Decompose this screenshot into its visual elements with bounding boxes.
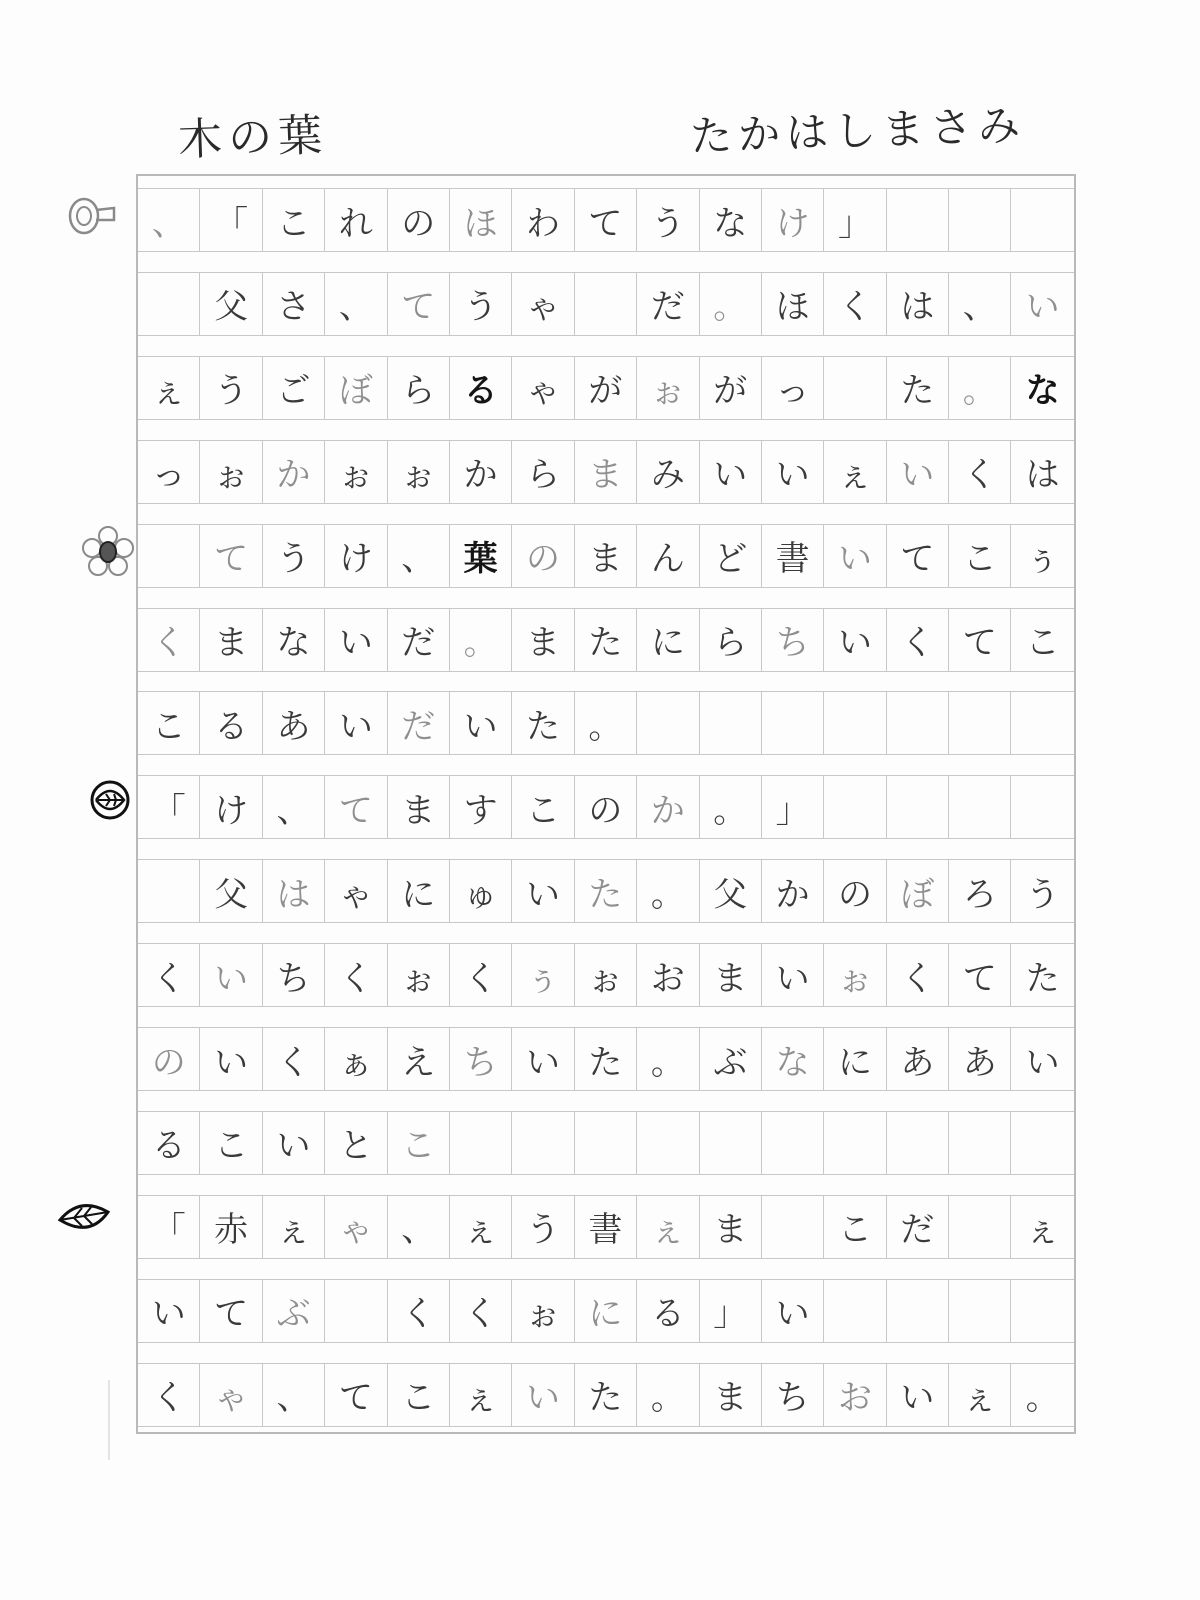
grid-cell: だ (637, 272, 699, 336)
grid-cell: く (263, 1027, 325, 1091)
grid-cell: 、 (263, 1363, 325, 1427)
grid-cell: の (388, 188, 450, 252)
grid-cell (949, 691, 1011, 755)
grid-cell: ゃ (200, 1363, 262, 1427)
grid-cell: く (325, 943, 387, 1007)
grid-cell: 赤 (200, 1195, 262, 1259)
grid-cell: ぇ (1011, 1195, 1073, 1259)
grid-cell: ぇ (637, 1195, 699, 1259)
grid-cell (949, 1111, 1011, 1175)
grid-cell: ら (512, 440, 574, 504)
grid-cell (949, 1279, 1011, 1343)
grid-cell: な (700, 188, 762, 252)
grid-cell (762, 691, 824, 755)
grid-cell: ま (575, 440, 637, 504)
grid-cell (1011, 691, 1073, 755)
grid-cell (1011, 1279, 1073, 1343)
grid-cell: に (637, 608, 699, 672)
leaf-icon (80, 770, 140, 830)
flower-icon (78, 522, 138, 582)
grid-cell: ぉ (824, 943, 886, 1007)
grid-cell: う (637, 188, 699, 252)
grid-cell: 」 (700, 1279, 762, 1343)
grid-cell: 」 (762, 775, 824, 839)
grid-cell: う (512, 1195, 574, 1259)
grid-cell: 、 (138, 188, 200, 252)
grid-cell: ゃ (512, 356, 574, 420)
grid-cell: ぼ (325, 356, 387, 420)
grid-cell: 父 (200, 859, 262, 923)
grid-cell: い (762, 1279, 824, 1343)
grid-cell: て (949, 943, 1011, 1007)
grid-cell: ぉ (512, 1279, 574, 1343)
grid-cell: ま (200, 608, 262, 672)
grid-cell: ぇ (824, 440, 886, 504)
grid-cell: 、 (388, 524, 450, 588)
grid-cell (700, 691, 762, 755)
grid-cell: は (887, 272, 949, 336)
grid-cell: 書 (575, 1195, 637, 1259)
grid-cell (575, 272, 637, 336)
grid-cell: る (200, 691, 262, 755)
grid-cell: ち (450, 1027, 512, 1091)
grid-cell: く (887, 608, 949, 672)
grid-cell: か (762, 859, 824, 923)
grid-cell: お (637, 943, 699, 1007)
grid-cell: あ (887, 1027, 949, 1091)
grid-cell: こ (512, 775, 574, 839)
grid-cell: に (388, 859, 450, 923)
grid-cell: て (887, 524, 949, 588)
grid-cell: い (1011, 272, 1073, 336)
grid-cell: て (388, 272, 450, 336)
grid-cell: ゃ (325, 1195, 387, 1259)
grid-cell: く (450, 943, 512, 1007)
grid-cell: ら (700, 608, 762, 672)
grid-cell: ぁ (325, 1027, 387, 1091)
grid-row (138, 1027, 1074, 1091)
grid-cell: が (575, 356, 637, 420)
grid-cell: る (450, 356, 512, 420)
grid-cell: ち (263, 943, 325, 1007)
grid-cell: う (450, 272, 512, 336)
grid-cell: い (887, 440, 949, 504)
grid-cell: て (949, 608, 1011, 672)
grid-cell: か (263, 440, 325, 504)
grid-cell: け (325, 524, 387, 588)
grid-cell: 「 (138, 775, 200, 839)
grid-cell (325, 1279, 387, 1343)
grid-row (138, 524, 1074, 588)
grid-cell: 葉 (450, 524, 512, 588)
grid-cell: と (325, 1111, 387, 1175)
grid-cell: た (575, 1027, 637, 1091)
grid-cell (949, 1195, 1011, 1259)
grid-cell: た (512, 691, 574, 755)
grid-cell: 父 (700, 859, 762, 923)
grid-cell: た (887, 356, 949, 420)
grid-row (138, 440, 1074, 504)
grid-row (138, 608, 1074, 672)
grid-cell (138, 272, 200, 336)
grid-cell: あ (949, 1027, 1011, 1091)
leaf-icon (52, 1188, 112, 1248)
grid-cell: 父 (200, 272, 262, 336)
grid-cell (450, 1111, 512, 1175)
grid-cell: た (575, 1363, 637, 1427)
grid-cell: す (450, 775, 512, 839)
grid-cell: ぇ (138, 356, 200, 420)
grid-cell: い (325, 691, 387, 755)
grid-row (138, 775, 1074, 839)
grid-cell: く (138, 943, 200, 1007)
grid-cell: か (637, 775, 699, 839)
grid-cell (824, 1279, 886, 1343)
grid-cell (1011, 775, 1073, 839)
grid-cell: は (263, 859, 325, 923)
grid-cell: こ (263, 188, 325, 252)
grid-cell: て (325, 1363, 387, 1427)
grid-cell: ぼ (887, 859, 949, 923)
grid-cell (700, 1111, 762, 1175)
grid-cell: ご (263, 356, 325, 420)
grid-cell: が (700, 356, 762, 420)
grid-cell (762, 1111, 824, 1175)
grid-cell: こ (200, 1111, 262, 1175)
grid-row (138, 1111, 1074, 1175)
grid-cell: み (637, 440, 699, 504)
grid-cell: ぇ (450, 1195, 512, 1259)
grid-cell: ぇ (949, 1363, 1011, 1427)
grid-cell: ぇ (263, 1195, 325, 1259)
grid-cell: く (824, 272, 886, 336)
grid-cell (824, 691, 886, 755)
grid-cell: ま (388, 775, 450, 839)
grid-cell: っ (138, 440, 200, 504)
grid-cell: い (824, 524, 886, 588)
grid-cell: 」 (824, 188, 886, 252)
grid-cell: い (700, 440, 762, 504)
grid-cell: ゃ (325, 859, 387, 923)
student-name: たかはしまさみ (689, 100, 1027, 161)
grid-cell (512, 1111, 574, 1175)
grid-cell: く (450, 1279, 512, 1343)
grid-cell: ど (700, 524, 762, 588)
grid-cell: い (263, 1111, 325, 1175)
grid-cell: な (1011, 356, 1073, 420)
grid-cell: い (325, 608, 387, 672)
grid-cell: ま (700, 943, 762, 1007)
grid-cell: く (388, 1279, 450, 1343)
grid-cell: れ (325, 188, 387, 252)
grid-cell: い (200, 1027, 262, 1091)
grid-cell (637, 691, 699, 755)
grid-cell: お (824, 1363, 886, 1427)
grid-cell: こ (138, 691, 200, 755)
grid-cell: 「 (200, 188, 262, 252)
grid-cell: ろ (949, 859, 1011, 923)
grid-cell: こ (824, 1195, 886, 1259)
grid-cell: い (1011, 1027, 1073, 1091)
grid-cell: て (200, 1279, 262, 1343)
grid-cell: ほ (762, 272, 824, 336)
grid-row (138, 943, 1074, 1007)
grid-cell (887, 691, 949, 755)
grid-cell: 。 (1011, 1363, 1073, 1427)
grid-cell: く (949, 440, 1011, 504)
grid-row (138, 272, 1074, 336)
grid-cell (824, 356, 886, 420)
grid-cell: に (575, 1279, 637, 1343)
grid-cell: な (762, 1027, 824, 1091)
grid-cell (575, 1111, 637, 1175)
grid-cell: こ (388, 1363, 450, 1427)
grid-cell: く (887, 943, 949, 1007)
grid-cell: る (637, 1279, 699, 1343)
grid-cell: ま (512, 608, 574, 672)
grid-cell: の (512, 524, 574, 588)
grid-cell: わ (512, 188, 574, 252)
grid-cell: く (138, 1363, 200, 1427)
grid-cell: ち (762, 608, 824, 672)
grid-row (138, 691, 1074, 755)
grid-cell: け (200, 775, 262, 839)
grid-cell: ぉ (388, 440, 450, 504)
grid-cell: の (138, 1027, 200, 1091)
grid-cell: い (512, 1363, 574, 1427)
grid-cell: か (450, 440, 512, 504)
grid-cell: る (138, 1111, 200, 1175)
grid-cell: 、 (388, 1195, 450, 1259)
grid-row (138, 188, 1074, 252)
grid-cell: い (200, 943, 262, 1007)
grid-cell (887, 1111, 949, 1175)
grid-cell: ぉ (637, 356, 699, 420)
grid-cell (762, 1195, 824, 1259)
grid-cell: い (512, 1027, 574, 1091)
grid-cell: て (325, 775, 387, 839)
grid-cell (887, 775, 949, 839)
grid-cell: い (824, 608, 886, 672)
grid-cell: 、 (949, 272, 1011, 336)
grid-cell: ぅ (512, 943, 574, 1007)
grid-cell: 。 (700, 272, 762, 336)
grid-cell: う (263, 524, 325, 588)
grid-cell: だ (887, 1195, 949, 1259)
grid-cell: ん (637, 524, 699, 588)
grid-cell: た (1011, 943, 1073, 1007)
grid-cell: こ (1011, 608, 1073, 672)
grid-cell: 、 (263, 775, 325, 839)
grid-cell (824, 775, 886, 839)
manuscript-grid (136, 174, 1076, 1434)
grid-cell: 「 (138, 1195, 200, 1259)
grid-row (138, 1363, 1074, 1427)
grid-cell: の (824, 859, 886, 923)
grid-cell (138, 859, 200, 923)
grid-cell (949, 775, 1011, 839)
grid-cell: う (1011, 859, 1073, 923)
grid-cell: ぅ (1011, 524, 1073, 588)
grid-cell: 。 (450, 608, 512, 672)
grid-cell: っ (762, 356, 824, 420)
grid-cell: は (1011, 440, 1073, 504)
composition-title: 木の葉 (177, 109, 329, 166)
grid-cell: ぇ (450, 1363, 512, 1427)
seed-icon (62, 186, 122, 246)
grid-row (138, 859, 1074, 923)
grid-cell: の (575, 775, 637, 839)
grid-cell (949, 188, 1011, 252)
grid-cell: た (575, 859, 637, 923)
grid-cell (138, 524, 200, 588)
grid-cell: い (887, 1363, 949, 1427)
grid-cell: ま (700, 1195, 762, 1259)
grid-cell: い (450, 691, 512, 755)
grid-cell: う (200, 356, 262, 420)
grid-cell: ち (762, 1363, 824, 1427)
grid-row (138, 1279, 1074, 1343)
grid-cell: あ (263, 691, 325, 755)
grid-cell: 書 (762, 524, 824, 588)
grid-cell (637, 1111, 699, 1175)
grid-cell: け (762, 188, 824, 252)
grid-cell: て (575, 188, 637, 252)
grid-cell: 。 (637, 1027, 699, 1091)
grid-cell: い (512, 859, 574, 923)
grid-cell (824, 1111, 886, 1175)
grid-cell: 。 (637, 859, 699, 923)
grid-cell: な (263, 608, 325, 672)
grid-cell: 、 (325, 272, 387, 336)
grid-cell: ま (575, 524, 637, 588)
grid-cell: い (762, 943, 824, 1007)
grid-cell: い (762, 440, 824, 504)
grid-cell: だ (388, 608, 450, 672)
grid-cell: い (138, 1279, 200, 1343)
grid-cell: ゃ (512, 272, 574, 336)
grid-cell (1011, 1111, 1073, 1175)
margin-line (108, 1380, 110, 1460)
grid-cell: く (138, 608, 200, 672)
grid-cell: ま (700, 1363, 762, 1427)
grid-cell: 。 (949, 356, 1011, 420)
grid-row (138, 1195, 1074, 1259)
grid-cell: て (200, 524, 262, 588)
grid-cell: ぉ (200, 440, 262, 504)
grid-cell: ゅ (450, 859, 512, 923)
grid-cell: ぶ (263, 1279, 325, 1343)
grid-cell: ぉ (325, 440, 387, 504)
grid-row (138, 356, 1074, 420)
grid-cell: た (575, 608, 637, 672)
grid-cell: こ (949, 524, 1011, 588)
grid-cell: ら (388, 356, 450, 420)
grid-cell: だ (388, 691, 450, 755)
grid-cell: え (388, 1027, 450, 1091)
grid-cell: 。 (637, 1363, 699, 1427)
grid-cell (887, 1279, 949, 1343)
grid-cell (887, 188, 949, 252)
grid-cell: ほ (450, 188, 512, 252)
grid-cell: に (824, 1027, 886, 1091)
grid-cell: さ (263, 272, 325, 336)
grid-cell: 。 (575, 691, 637, 755)
grid-cell: こ (388, 1111, 450, 1175)
grid-cell: ぶ (700, 1027, 762, 1091)
grid-cell: ぉ (575, 943, 637, 1007)
grid-cell: 。 (700, 775, 762, 839)
grid-cell (1011, 188, 1073, 252)
grid-cell: ぉ (388, 943, 450, 1007)
